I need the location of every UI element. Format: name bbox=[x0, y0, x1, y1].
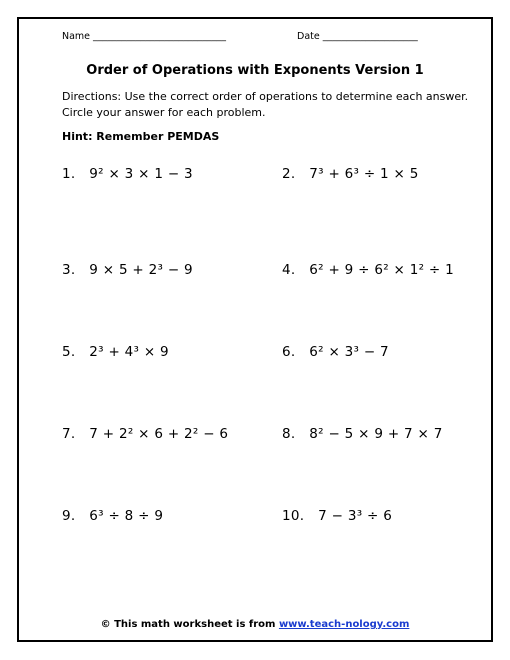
date-field-label: Date ____________________ bbox=[297, 31, 418, 42]
problem-number: 7. bbox=[62, 426, 76, 442]
problem-expression: 8² − 5 × 9 + 7 × 7 bbox=[309, 426, 443, 442]
problem-number: 5. bbox=[62, 344, 76, 360]
problem-expression: 6² + 9 ÷ 6² × 1² ÷ 1 bbox=[309, 262, 455, 278]
problem-1 bbox=[62, 166, 193, 182]
footer-text: © This math worksheet is from bbox=[100, 619, 279, 630]
problem-3 bbox=[62, 262, 193, 278]
problem-number: 3. bbox=[62, 262, 76, 278]
problem-10 bbox=[282, 508, 392, 524]
problem-expression: 9 × 5 + 2³ − 9 bbox=[89, 262, 193, 278]
problem-7 bbox=[62, 426, 228, 442]
problem-number: 9. bbox=[62, 508, 76, 524]
problem-number: 10. bbox=[282, 508, 305, 524]
problem-9 bbox=[62, 508, 163, 524]
name-field-label: Name ____________________________ bbox=[62, 31, 227, 42]
problem-6 bbox=[282, 344, 389, 360]
problem-5 bbox=[62, 344, 169, 360]
hint-text: Hint: Remember PEMDAS bbox=[62, 130, 220, 143]
problem-expression: 2³ + 4³ × 9 bbox=[89, 344, 169, 360]
footer-credit bbox=[19, 619, 491, 630]
problem-number: 1. bbox=[62, 166, 76, 182]
problem-2 bbox=[282, 166, 419, 182]
problem-expression: 6² × 3³ − 7 bbox=[309, 344, 389, 360]
problem-expression: 6³ ÷ 8 ÷ 9 bbox=[89, 508, 164, 524]
problem-expression: 7 − 3³ ÷ 6 bbox=[318, 508, 393, 524]
problem-expression: 7 + 2² × 6 + 2² − 6 bbox=[89, 426, 229, 442]
worksheet-title: Order of Operations with Exponents Version 1 bbox=[86, 63, 424, 78]
problem-expression: 9² × 3 × 1 − 3 bbox=[89, 166, 193, 182]
problem-number: 8. bbox=[282, 426, 296, 442]
problem-number: 6. bbox=[282, 344, 296, 360]
directions-text: Directions: Use the correct order of operations to determine each answer. Circle your answer for each problem. bbox=[62, 90, 469, 119]
problem-4 bbox=[282, 262, 454, 278]
worksheet-page bbox=[17, 17, 493, 642]
problem-number: 2. bbox=[282, 166, 296, 182]
problem-8 bbox=[282, 426, 443, 442]
problem-number: 4. bbox=[282, 262, 296, 278]
footer-link[interactable]: www.teach-nology.com bbox=[278, 619, 410, 630]
problem-expression: 7³ + 6³ ÷ 1 × 5 bbox=[309, 166, 419, 182]
